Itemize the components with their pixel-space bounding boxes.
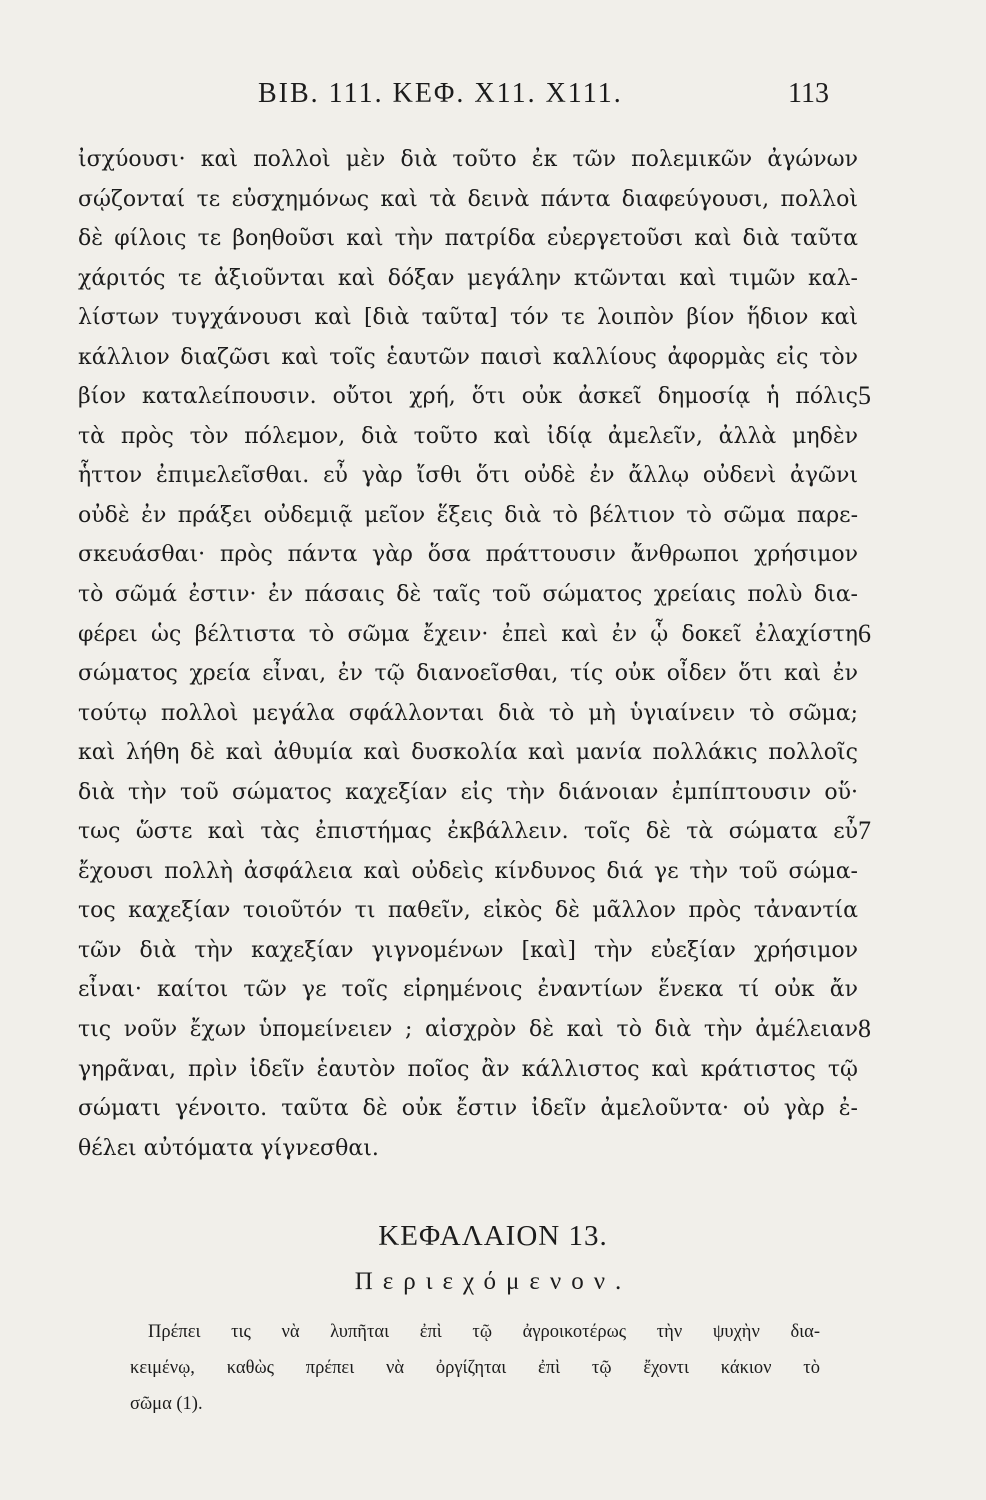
summary-line: κειμένῳ, καθὼς πρέπει νὰ ὀργίζηται ἐπὶ τῷ ἔχοντι κάκιον τὸ (130, 1358, 820, 1378)
chapter-summary (130, 1314, 820, 1422)
main-text (78, 140, 858, 1168)
text-line: γηρᾶναι, πρὶν ἰδεῖν ἑαυτὸν ποῖος ἂν κάλλιστος καὶ κράτιστος τῷ (78, 1056, 858, 1082)
section-number: 8 (858, 1014, 871, 1044)
summary-line: Πρέπει τις νὰ λυπῆται ἐπὶ τῷ ἀγροικοτέρως τὴν ψυχὴν δια- (148, 1322, 820, 1342)
text-line: ἧττον ἐπιμελεῖσθαι. εὖ γὰρ ἴσθι ὅτι οὐδὲ ἐν ἄλλῳ οὐδενὶ ἀγῶνι (78, 463, 858, 489)
text-line: εἶναι· καίτοι τῶν γε τοῖς εἰρημένοις ἐναντίων ἕνεκα τί οὐκ ἄν (78, 977, 858, 1003)
text-line: χάριτός τε ἀξιοῦνται καὶ δόξαν μεγάλην κτῶνται καὶ τιμῶν καλ- (78, 265, 858, 291)
text-line: θέλει αὐτόματα γίγνεσθαι. (78, 1135, 379, 1161)
text-line: τῶν διὰ τὴν καχεξίαν γιγνομένων [καὶ] τὴν εὐεξίαν χρήσιμον (78, 937, 858, 963)
section-number: 7 (858, 816, 871, 846)
text-line: λίστων τυγχάνουσι καὶ [διὰ ταῦτα] τόν τε λοιπὸν βίον ἥδιον καὶ (78, 305, 858, 331)
text-line: τὸ σῶμά ἐστιν· ἐν πάσαις δὲ ταῖς τοῦ σώματος χρείαις πολὺ δια- (78, 582, 858, 608)
text-line: δὲ φίλοις τε βοηθοῦσι καὶ τὴν πατρίδα εὐεργετοῦσι καὶ διὰ ταῦτα (78, 226, 858, 252)
text-line: τὰ πρὸς τὸν πόλεμον, διὰ τοῦτο καὶ ἰδίᾳ ἀμελεῖν, ἀλλὰ μηδὲν (78, 423, 858, 449)
text-line: ἰσχύουσι· καὶ πολλοὶ μὲν διὰ τοῦτο ἐκ τῶν πολεμικῶν ἀγώνων (78, 147, 858, 172)
text-line: διὰ τὴν τοῦ σώματος καχεξίαν εἰς τὴν διάνοιαν ἐμπίπτουσιν οὕ· (78, 779, 858, 805)
text-line: τος καχεξίαν τοιοῦτόν τι παθεῖν, εἰκὸς δὲ μᾶλλον πρὸς τἀναντία (78, 898, 858, 924)
text-line: σώματι γένοιτο. ταῦτα δὲ οὐκ ἔστιν ἰδεῖν ἀμελοῦντα· οὐ γὰρ ἐ- (78, 1096, 858, 1122)
text-line: βίον καταλείπουσιν. οὔτοι χρή, ὅτι οὐκ ἀσκεῖ δημοσίᾳ ἡ πόλις (78, 384, 858, 410)
text-line: σκευάσθαι· πρὸς πάντα γὰρ ὅσα πράττουσιν ἄνθρωποι χρήσιμον (78, 542, 858, 568)
text-line: φέρει ὡς βέλτιστα τὸ σῶμα ἔχειν· ἐπεὶ καὶ ἐν ᾧ δοκεῖ ἐλαχίστη (78, 621, 858, 647)
text-line: καὶ λήθη δὲ καὶ ἀθυμία καὶ δυσκολία καὶ μανία πολλάκις πολλοῖς (78, 740, 858, 766)
section-number: 6 (858, 618, 871, 648)
text-line: τούτῳ πολλοὶ μεγάλα σφάλλονται διὰ τὸ μὴ ὑγιαίνειν τὸ σῶμα; (78, 700, 858, 726)
section-number: 5 (858, 381, 871, 411)
contents-heading: Περιεχόμενον. (354, 1268, 632, 1295)
text-line: οὐδὲ ἐν πράξει οὐδεμιᾷ μεῖον ἕξεις διὰ τὸ βέλτιον τὸ σῶμα παρε- (78, 502, 858, 528)
text-line: τις νοῦν ἔχων ὑπομείνειεν ; αἰσχρὸν δὲ καὶ τὸ διὰ τὴν ἀμέλειαν (78, 1017, 858, 1043)
summary-line: σῶμα (1). (130, 1394, 203, 1414)
chapter-heading: ΚΕΦΑΛΑΙΟΝ 13. (378, 1220, 608, 1252)
page-number: 113 (788, 78, 829, 109)
text-line: κάλλιον διαζῶσι καὶ τοῖς ἑαυτῶν παισὶ καλλίους ἀφορμὰς εἰς τὸν (78, 344, 858, 370)
text-line: σώματος χρεία εἶναι, ἐν τῷ διανοεῖσθαι, τίς οὐκ οἶδεν ὅτι καὶ ἐν (78, 661, 858, 687)
text-line: σῴζονταί τε εὐσχημόνως καὶ τὰ δεινὰ πάντα διαφεύγουσι, πολλοὶ (78, 186, 858, 212)
running-header (0, 78, 986, 118)
running-title: BIB. 111. ΚΕΦ. Χ11. Χ111. (258, 78, 623, 109)
text-line: τως ὥστε καὶ τὰς ἐπιστήμας ἐκβάλλειν. τοῖς δὲ τὰ σώματα εὖ (78, 819, 858, 845)
text-line: ἔχουσι πολλὴ ἀσφάλεια καὶ οὐδεὶς κίνδυνος διά γε τὴν τοῦ σώμα- (78, 858, 858, 884)
